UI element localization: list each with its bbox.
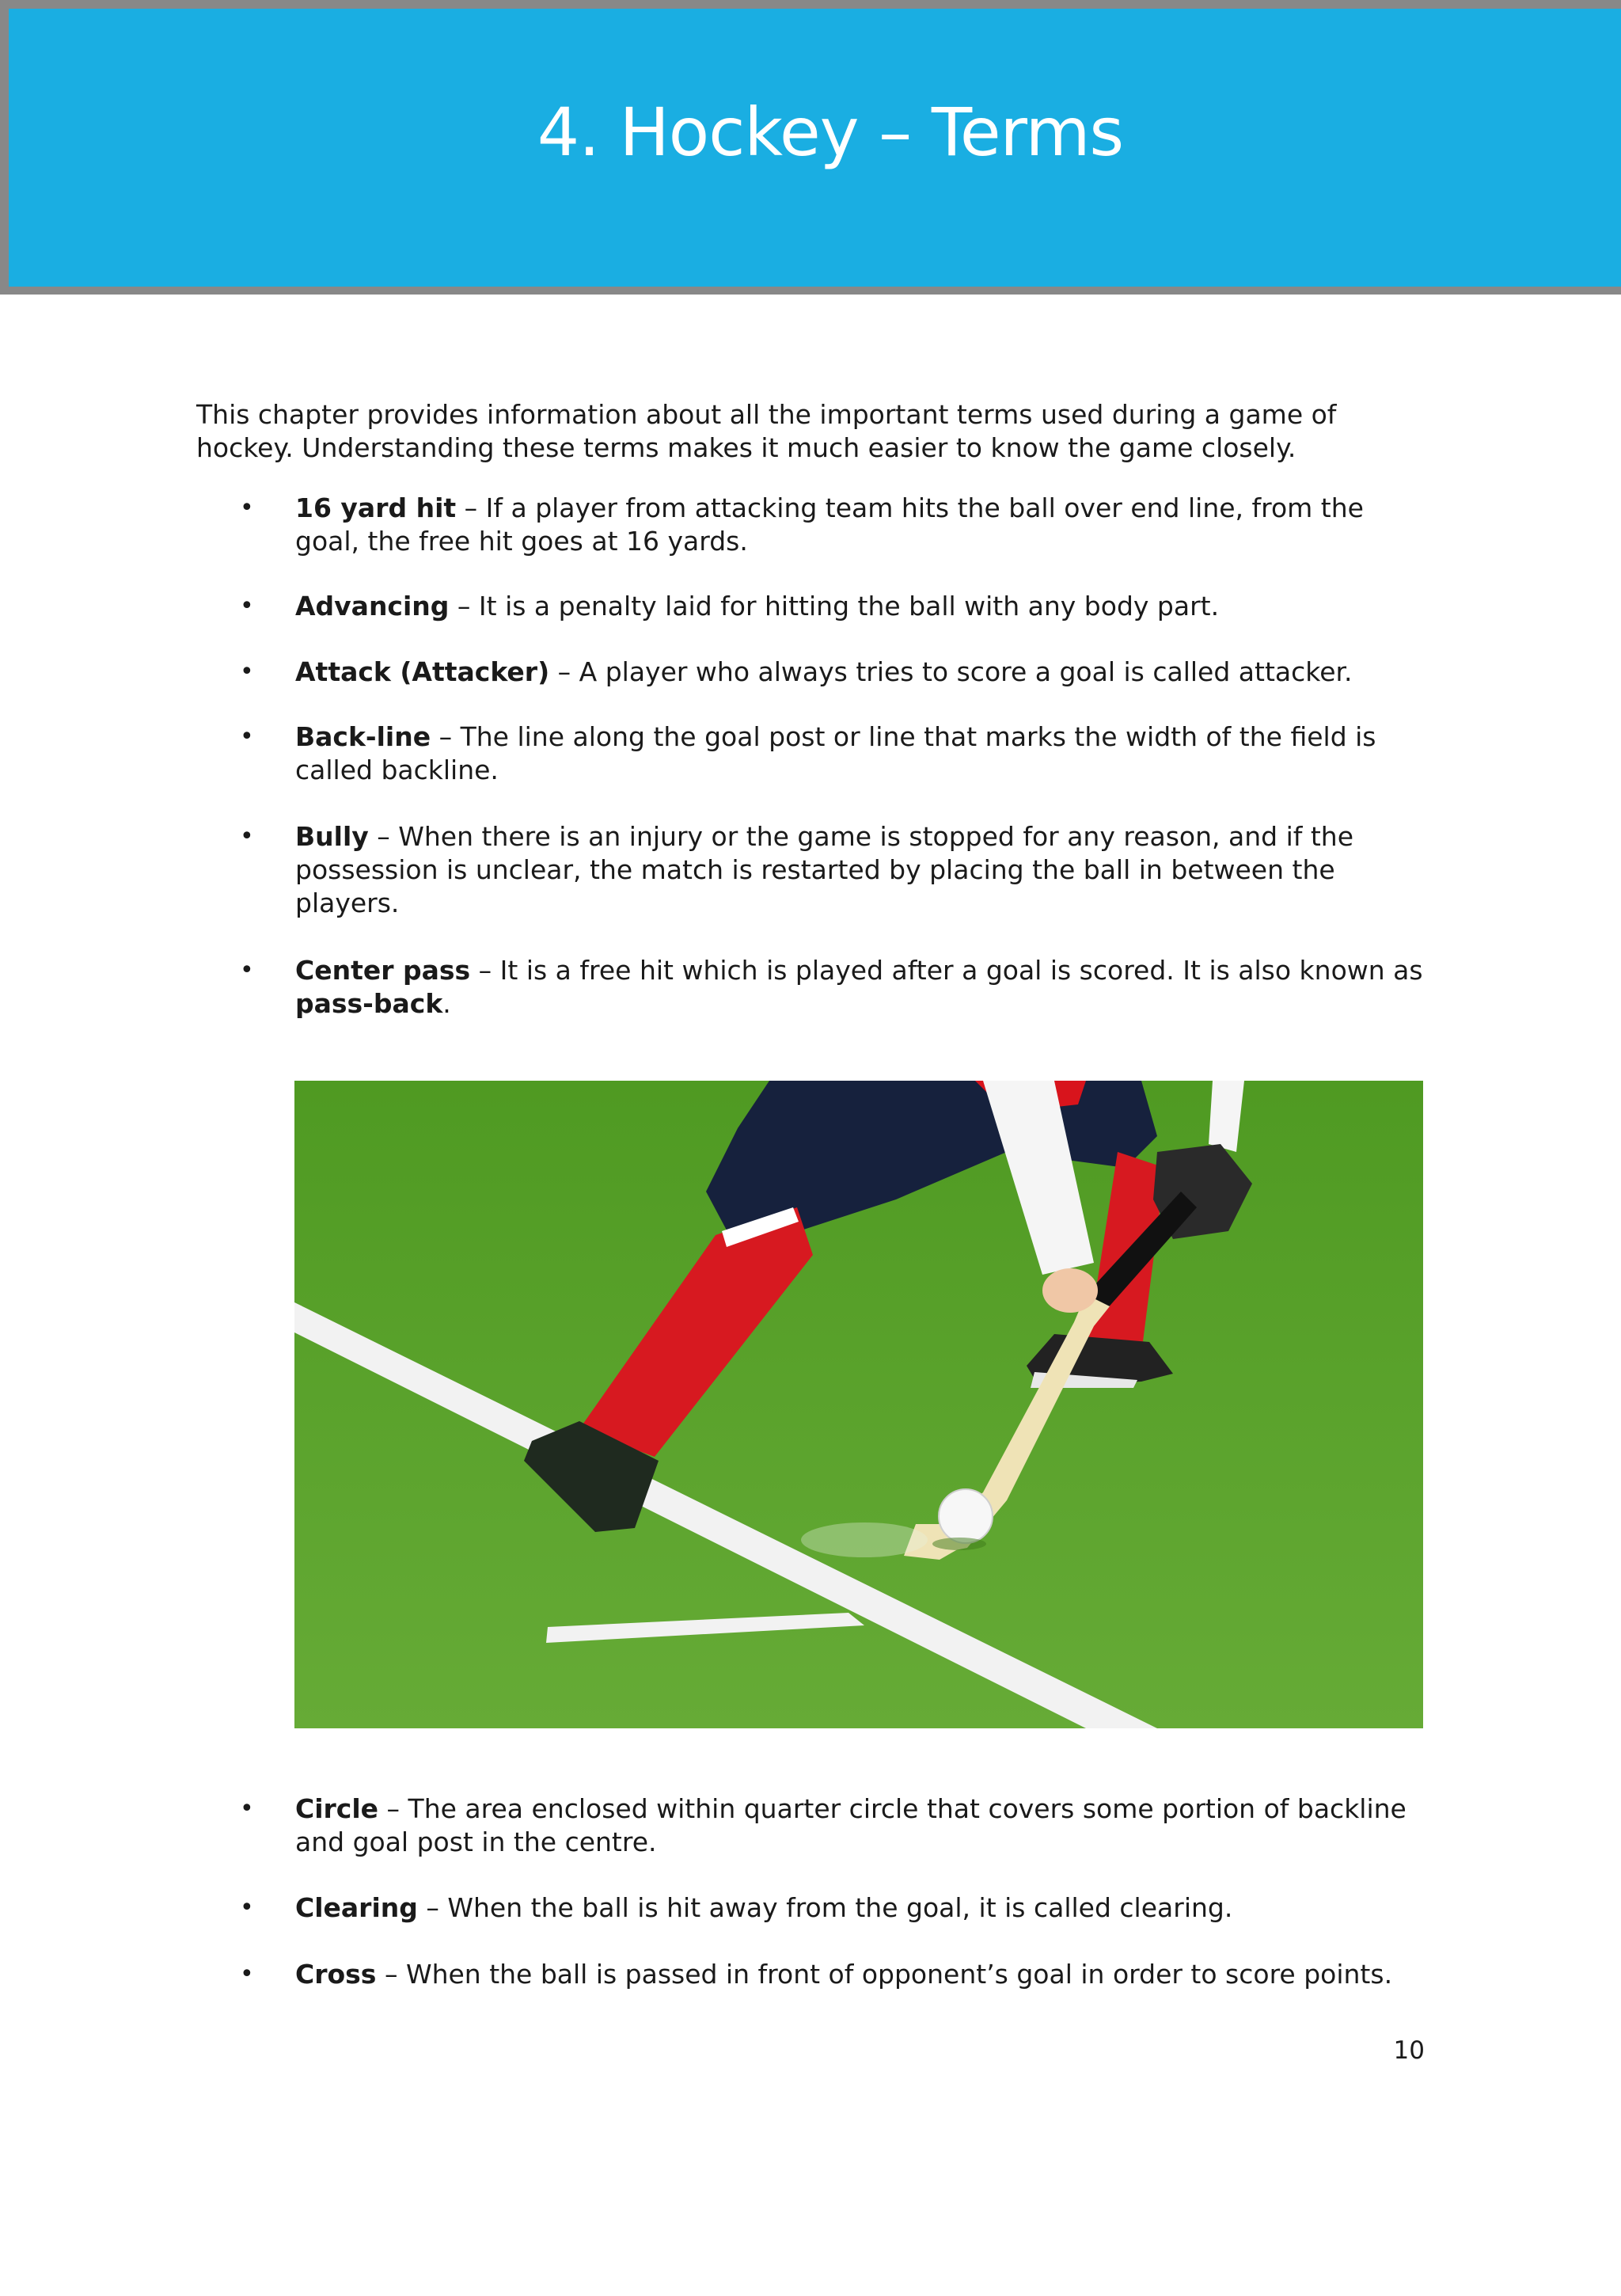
term-separator: – [470,955,500,986]
term-name: Cross [295,1959,377,1990]
player-hand [1042,1268,1098,1313]
hockey-ball [939,1489,993,1543]
term-name: Back-line [295,721,431,752]
term-separator: – [456,492,486,523]
term-definition: The line along the goal post or line that marks the width of the field is called backline. [295,721,1376,785]
term-item [240,820,1427,920]
term-name: Bully [295,821,369,852]
chapter-title: 4. Hockey – Terms [537,93,1124,171]
term-item [240,1792,1427,1859]
page-number: 10 [1393,2036,1425,2065]
term-separator: – [431,721,461,752]
term-definition: When the ball is hit away from the goal, it is called clearing. [447,1892,1233,1923]
term-separator: – [417,1892,448,1923]
term-item [240,656,1427,689]
term-item [240,1891,1427,1925]
term-name: Center pass [295,955,471,986]
term-definition: It is a penalty laid for hitting the ball with any body part. [478,591,1220,622]
term-separator: – [376,1959,406,1990]
term-name: 16 yard hit [295,492,457,523]
term-definition: A player who always tries to score a goal is called attacker. [579,656,1353,687]
bullet-icon: • [240,1795,254,1823]
bullet-icon: • [240,723,254,751]
term-definition: When there is an injury or the game is stopped for any reason, and if the possession is unclear, the match is restarted by placing the ball in between the players. [295,821,1354,918]
term-name: Clearing [295,1892,418,1923]
bullet-icon: • [240,956,254,984]
bullet-icon: • [240,592,254,620]
bullet-icon: • [240,494,254,522]
term-name: Circle [295,1793,379,1824]
term-name: Attack (Attacker) [295,656,550,687]
term-definition: When the ball is passed in front of opponent’s goal in order to score points. [405,1959,1393,1990]
term-item [240,720,1427,787]
term-separator: – [378,1793,408,1824]
term-definition: If a player from attacking team hits the ball over end line, from the goal, the free hit goes at 16 yards. [295,492,1364,557]
bullet-icon: • [240,1960,254,1988]
term-separator: – [549,656,579,687]
term-item [240,1958,1427,1991]
bullet-icon: • [240,658,254,686]
term-item [240,492,1427,558]
term-separator: – [368,821,399,852]
bullet-icon: • [240,1894,254,1922]
intro-paragraph: This chapter provides information about all the important terms used during a game of hockey. Understanding these terms makes it much easier to know the game closely. [196,399,1337,463]
term-period: . [442,988,451,1019]
chalk-dust [801,1522,928,1557]
term-definition: The area enclosed within quarter circle that covers some portion of backline and goal post in the centre. [295,1793,1407,1857]
term-item [240,590,1427,623]
field-hockey-photo [294,1081,1423,1728]
term-definition: It is a free hit which is played after a goal is scored. It is also known as [499,955,1423,986]
term-item [240,954,1427,1021]
term-name: Advancing [295,591,450,622]
term-separator: – [449,591,479,622]
term-alias: pass-back [295,988,443,1019]
bullet-icon: • [240,823,254,850]
